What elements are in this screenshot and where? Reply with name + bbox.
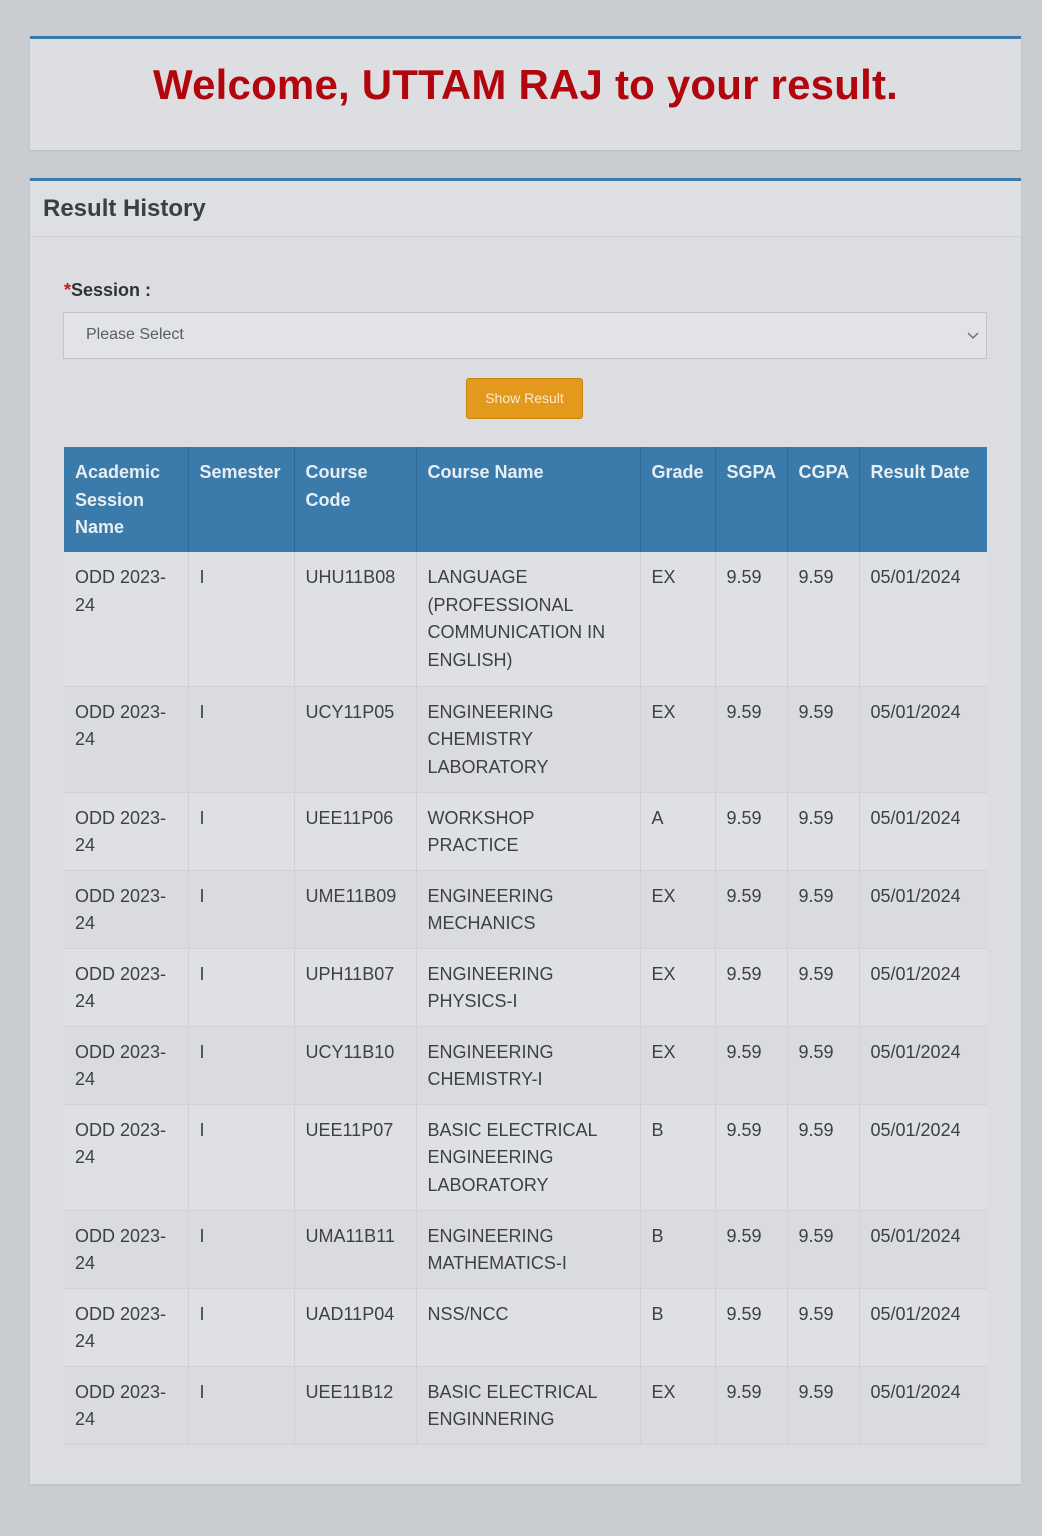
course-code-cell: UMA11B11 xyxy=(294,1210,416,1288)
result-date-cell: 05/01/2024 xyxy=(859,870,987,948)
result-date-cell: 05/01/2024 xyxy=(859,1210,987,1288)
cgpa-cell: 9.59 xyxy=(787,1104,859,1210)
course-name-cell: BASIC ELECTRICAL ENGINNERING xyxy=(416,1366,640,1444)
table-body xyxy=(64,552,987,1444)
semester-cell: I xyxy=(188,1366,294,1444)
result-date-cell: 05/01/2024 xyxy=(859,792,987,870)
session-cell: ODD 2023-24 xyxy=(64,870,188,948)
table-row xyxy=(64,686,987,792)
course-name-cell: LANGUAGE (PROFESSIONAL COMMUNICATION IN ENGLISH) xyxy=(416,552,640,686)
grade-cell: B xyxy=(640,1288,715,1366)
session-cell: ODD 2023-24 xyxy=(64,1104,188,1210)
cgpa-cell: 9.59 xyxy=(787,686,859,792)
semester-cell: I xyxy=(188,1210,294,1288)
column-header: Academic Session Name xyxy=(64,447,188,552)
course-name-cell: ENGINEERING MECHANICS xyxy=(416,870,640,948)
result-date-cell: 05/01/2024 xyxy=(859,1288,987,1366)
course-code-cell: UEE11P07 xyxy=(294,1104,416,1210)
result-date-cell: 05/01/2024 xyxy=(859,1104,987,1210)
course-name-cell: ENGINEERING CHEMISTRY LABORATORY xyxy=(416,686,640,792)
course-name-cell: ENGINEERING CHEMISTRY-I xyxy=(416,1026,640,1104)
course-code-cell: UME11B09 xyxy=(294,870,416,948)
sgpa-cell: 9.59 xyxy=(715,792,787,870)
sgpa-cell: 9.59 xyxy=(715,1026,787,1104)
cgpa-cell: 9.59 xyxy=(787,1288,859,1366)
welcome-card xyxy=(30,36,1021,150)
session-label-text: Session : xyxy=(71,280,152,300)
semester-cell: I xyxy=(188,1104,294,1210)
course-code-cell: UEE11B12 xyxy=(294,1366,416,1444)
chevron-down-icon xyxy=(966,328,980,342)
session-cell: ODD 2023-24 xyxy=(64,1366,188,1444)
grade-cell: EX xyxy=(640,1026,715,1104)
cgpa-cell: 9.59 xyxy=(787,870,859,948)
course-name-cell: ENGINEERING PHYSICS-I xyxy=(416,948,640,1026)
semester-cell: I xyxy=(188,1288,294,1366)
column-header: CGPA xyxy=(787,447,859,552)
result-history-title: Result History xyxy=(43,195,206,222)
grade-cell: EX xyxy=(640,552,715,686)
table-row xyxy=(64,1210,987,1288)
cgpa-cell: 9.59 xyxy=(787,948,859,1026)
table-row xyxy=(64,552,987,686)
result-date-cell: 05/01/2024 xyxy=(859,552,987,686)
sgpa-cell: 9.59 xyxy=(715,870,787,948)
table-row xyxy=(64,792,987,870)
sgpa-cell: 9.59 xyxy=(715,552,787,686)
column-header: Course Name xyxy=(416,447,640,552)
grade-cell: EX xyxy=(640,870,715,948)
course-code-cell: UPH11B07 xyxy=(294,948,416,1026)
grade-cell: EX xyxy=(640,1366,715,1444)
sgpa-cell: 9.59 xyxy=(715,1210,787,1288)
column-header: Semester xyxy=(188,447,294,552)
column-header: Result Date xyxy=(859,447,987,552)
session-select-value: Please Select xyxy=(86,326,184,343)
cgpa-cell: 9.59 xyxy=(787,1366,859,1444)
result-date-cell: 05/01/2024 xyxy=(859,948,987,1026)
semester-cell: I xyxy=(188,686,294,792)
grade-cell: A xyxy=(640,792,715,870)
session-label xyxy=(64,280,151,301)
session-cell: ODD 2023-24 xyxy=(64,1288,188,1366)
result-date-cell: 05/01/2024 xyxy=(859,686,987,792)
cgpa-cell: 9.59 xyxy=(787,1210,859,1288)
grade-cell: EX xyxy=(640,948,715,1026)
results-table xyxy=(64,447,987,1445)
result-date-cell: 05/01/2024 xyxy=(859,1366,987,1444)
course-name-cell: BASIC ELECTRICAL ENGINEERING LABORATORY xyxy=(416,1104,640,1210)
session-cell: ODD 2023-24 xyxy=(64,792,188,870)
table-row xyxy=(64,1288,987,1366)
table-row xyxy=(64,948,987,1026)
semester-cell: I xyxy=(188,1026,294,1104)
sgpa-cell: 9.59 xyxy=(715,1104,787,1210)
grade-cell: B xyxy=(640,1210,715,1288)
result-history-card xyxy=(30,178,1021,1484)
course-name-cell: WORKSHOP PRACTICE xyxy=(416,792,640,870)
session-select[interactable] xyxy=(63,312,987,359)
table-row xyxy=(64,1026,987,1104)
welcome-title: Welcome, UTTAM RAJ to your result. xyxy=(153,61,898,108)
course-name-cell: ENGINEERING MATHEMATICS-I xyxy=(416,1210,640,1288)
cgpa-cell: 9.59 xyxy=(787,792,859,870)
grade-cell: EX xyxy=(640,686,715,792)
semester-cell: I xyxy=(188,948,294,1026)
cgpa-cell: 9.59 xyxy=(787,1026,859,1104)
grade-cell: B xyxy=(640,1104,715,1210)
cgpa-cell: 9.59 xyxy=(787,552,859,686)
session-cell: ODD 2023-24 xyxy=(64,686,188,792)
table-row xyxy=(64,1366,987,1444)
table-header-row xyxy=(64,447,987,552)
sgpa-cell: 9.59 xyxy=(715,1288,787,1366)
semester-cell: I xyxy=(188,792,294,870)
sgpa-cell: 9.59 xyxy=(715,1366,787,1444)
result-date-cell: 05/01/2024 xyxy=(859,1026,987,1104)
session-cell: ODD 2023-24 xyxy=(64,1210,188,1288)
show-result-button[interactable]: Show Result xyxy=(466,378,583,419)
course-code-cell: UEE11P06 xyxy=(294,792,416,870)
course-code-cell: UAD11P04 xyxy=(294,1288,416,1366)
semester-cell: I xyxy=(188,552,294,686)
column-header: SGPA xyxy=(715,447,787,552)
column-header: Grade xyxy=(640,447,715,552)
column-header: Course Code xyxy=(294,447,416,552)
table-row xyxy=(64,870,987,948)
sgpa-cell: 9.59 xyxy=(715,948,787,1026)
sgpa-cell: 9.59 xyxy=(715,686,787,792)
session-cell: ODD 2023-24 xyxy=(64,552,188,686)
course-name-cell: NSS/NCC xyxy=(416,1288,640,1366)
card-header xyxy=(30,181,1021,237)
course-code-cell: UCY11P05 xyxy=(294,686,416,792)
required-mark: * xyxy=(64,280,72,300)
course-code-cell: UHU11B08 xyxy=(294,552,416,686)
session-cell: ODD 2023-24 xyxy=(64,948,188,1026)
semester-cell: I xyxy=(188,870,294,948)
session-cell: ODD 2023-24 xyxy=(64,1026,188,1104)
table-row xyxy=(64,1104,987,1210)
course-code-cell: UCY11B10 xyxy=(294,1026,416,1104)
